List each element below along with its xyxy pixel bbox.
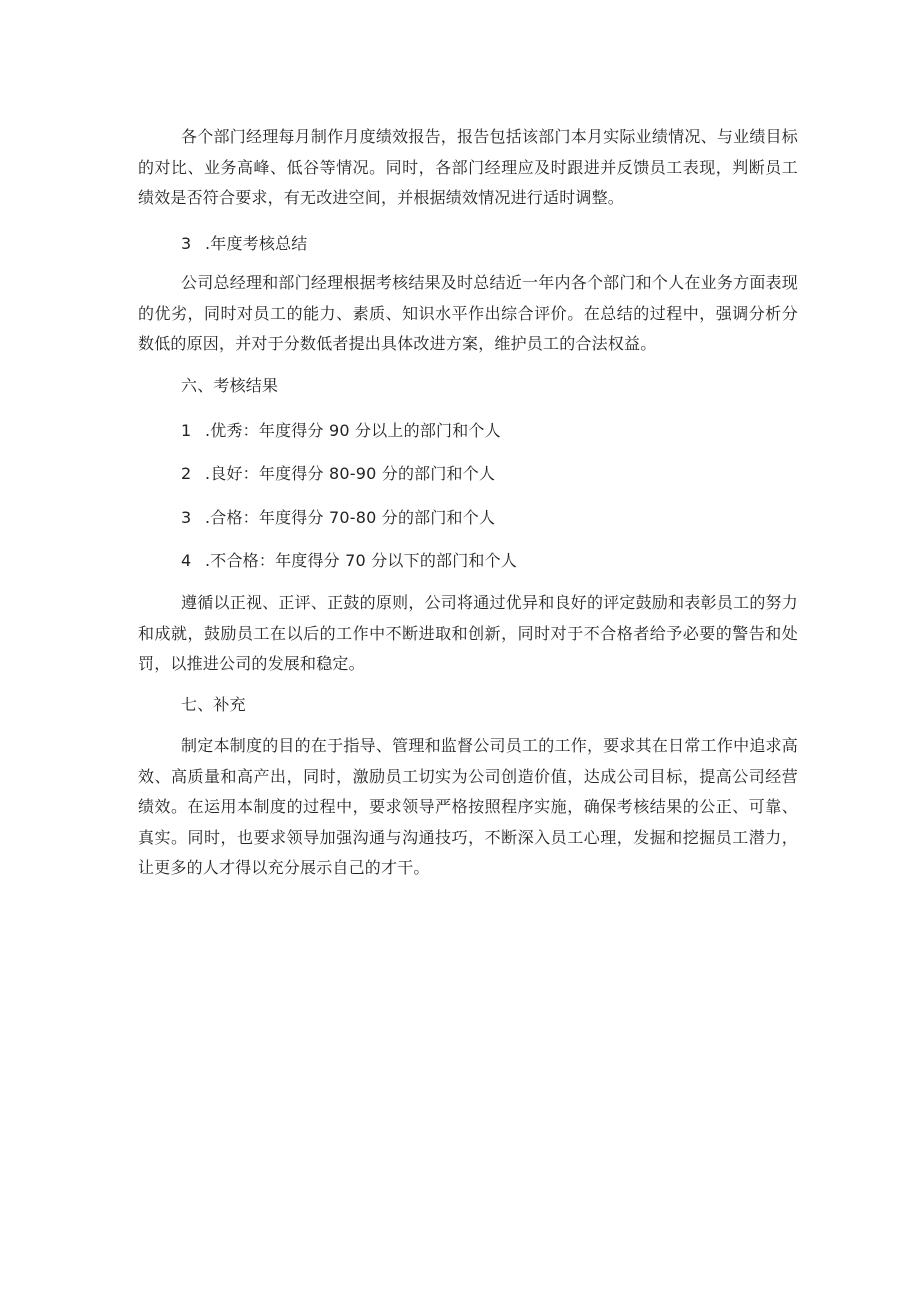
list-number: 1 [181, 421, 192, 440]
result-item-fail [181, 549, 517, 573]
list-number: 3 [181, 508, 192, 527]
paragraph-principles: 遵循以正视、正评、正鼓的原则，公司将通过优异和良好的评定鼓励和表彰员工的努力和成就，鼓励员工在以后的工作中不断进取和创新，同时对于不合格者给予必要的警告和处罚，以推进公司的发展和稳定。 [138, 593, 798, 673]
result-item-excellent [181, 419, 501, 443]
list-text: .优秀：年度得分 90 分以上的部门和个人 [205, 421, 501, 440]
heading-supplement: 七、补充 [181, 695, 246, 714]
paragraph-supplement: 制定本制度的目的在于指导、管理和监督公司员工的工作，要求其在日常工作中追求高效、高质量和高产出，同时，激励员工切实为公司创造价值，达成公司目标，提高公司经营绩效。在运用本制度的过程中，要求领导严格按照程序实施，确保考核结果的公正、可靠、真实。同时，也要求领导加强沟通与沟通技巧，不断深入员工心理，发掘和挖掘员工潜力，让更多的人才得以充分展示自己的才干。 [138, 736, 798, 877]
heading-annual-summary [181, 232, 308, 256]
list-text: .不合格：年度得分 70 分以下的部门和个人 [205, 551, 518, 570]
result-item-pass [181, 506, 495, 530]
heading-assessment-results: 六、考核结果 [181, 376, 279, 395]
list-text: .良好：年度得分 80-90 分的部门和个人 [205, 464, 496, 483]
list-number: 2 [181, 464, 192, 483]
paragraph-annual-summary: 公司总经理和部门经理根据考核结果及时总结近一年内各个部门和个人在业务方面表现的优劣，同时对员工的能力、素质、知识水平作出综合评价。在总结的过程中，强调分析分数低的原因，并对于分数低者提出具体改进方案，维护员工的合法权益。 [138, 273, 798, 353]
heading-number: 3 [181, 234, 192, 253]
list-text: .合格：年度得分 70-80 分的部门和个人 [205, 508, 496, 527]
list-number: 4 [181, 551, 192, 570]
heading-text: .年度考核总结 [205, 234, 308, 253]
result-item-good [181, 462, 495, 486]
paragraph-monthly-reports: 各个部门经理每月制作月度绩效报告，报告包括该部门本月实际业绩情况、与业绩目标的对比、业务高峰、低谷等情况。同时，各部门经理应及时跟进并反馈员工表现，判断员工绩效是否符合要求，有无改进空间，并根据绩效情况进行适时调整。 [138, 127, 798, 207]
